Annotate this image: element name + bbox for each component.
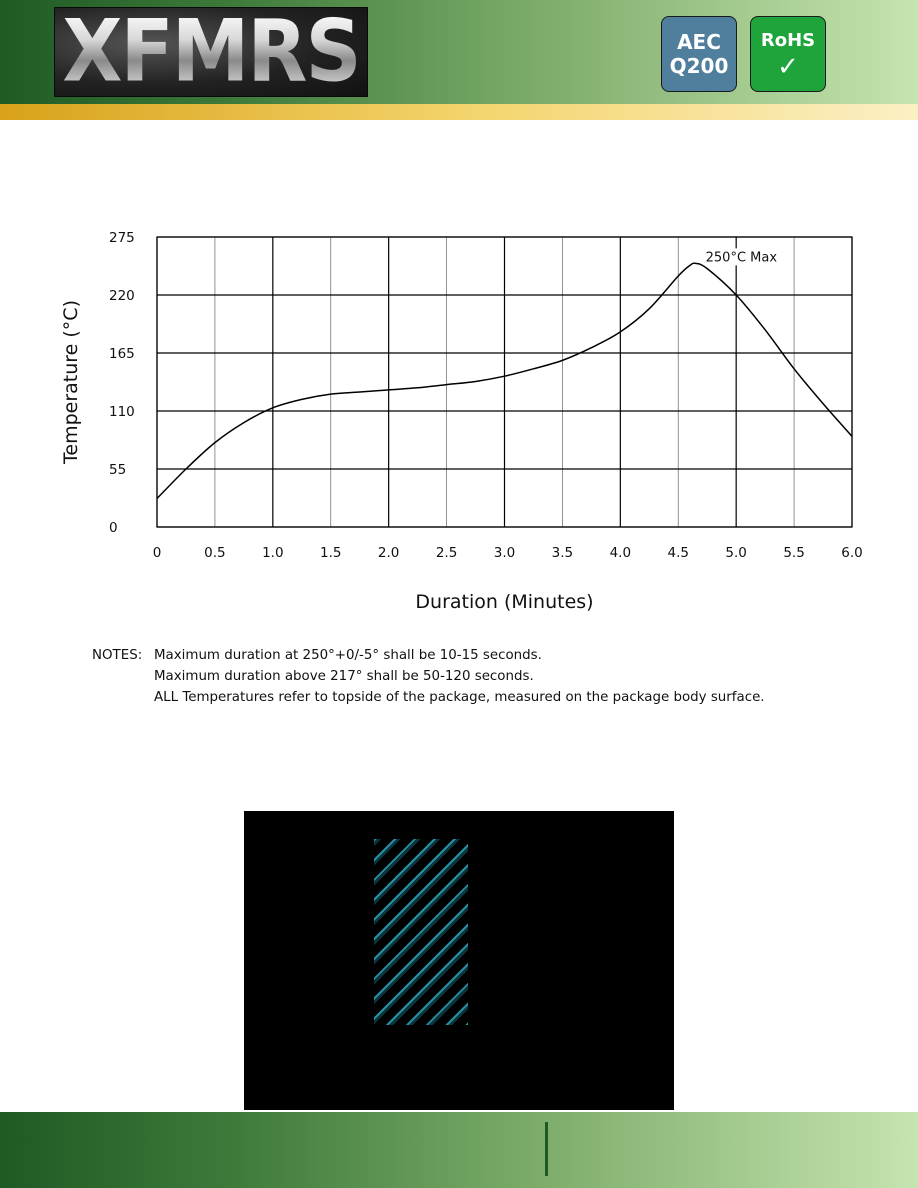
header-rule: [0, 104, 918, 120]
chart-svg: [55, 222, 885, 622]
x-tick-label: 6.0: [841, 545, 863, 561]
aec-badge-line1: AEC: [677, 30, 721, 54]
y-tick-label: 55: [109, 462, 127, 478]
pad-layout-image: [244, 811, 674, 1110]
notes-label: NOTES:: [92, 648, 143, 663]
logo-text: XFMRS: [62, 2, 360, 102]
check-icon: ✓: [777, 52, 799, 82]
x-tick-label: 3.0: [493, 545, 516, 561]
rohs-badge-line1: RoHS: [760, 30, 816, 51]
x-tick-label: 5.0: [725, 545, 747, 561]
x-tick-label: 1.5: [320, 545, 342, 561]
footer-divider: [545, 1122, 548, 1176]
peak-annotation: 250°C Max: [705, 250, 778, 266]
notes-line-2: Maximum duration above 217° shall be 50-120 seconds.: [154, 669, 534, 684]
notes-row-2: [92, 666, 872, 687]
aec-badge-line2: Q200: [669, 54, 729, 78]
rohs-badge: [750, 16, 826, 92]
x-tick-label: 5.5: [783, 545, 805, 561]
y-tick-label: 0: [109, 520, 118, 536]
x-tick-label: 2.5: [435, 545, 458, 561]
y-tick-label: 110: [109, 404, 135, 420]
aec-q200-badge: [661, 16, 737, 92]
x-tick-label: 3.5: [551, 545, 574, 561]
y-tick-label: 165: [109, 346, 135, 362]
x-tick-label: 4.5: [667, 545, 689, 561]
reflow-profile-chart: [55, 222, 885, 622]
notes-line-3: ALL Temperatures refer to topside of the package, measured on the package body surface.: [154, 690, 765, 705]
notes-row-3: [92, 687, 872, 708]
x-tick-label: 0: [152, 545, 162, 561]
header-banner: [0, 0, 918, 104]
hatched-pad: [374, 839, 468, 1025]
x-tick-label: 1.0: [262, 545, 284, 561]
xfmrs-logo: [54, 2, 368, 102]
x-tick-label: 4.0: [609, 545, 632, 561]
x-axis-label: Duration (Minutes): [415, 591, 594, 613]
y-tick-label: 220: [109, 288, 135, 304]
notes-block: [92, 645, 872, 708]
x-tick-label: 0.5: [204, 545, 226, 561]
y-tick-label: 275: [109, 230, 135, 246]
notes-row-1: [92, 645, 872, 666]
notes-line-1: Maximum duration at 250°+0/-5° shall be 10-15 seconds.: [154, 648, 542, 663]
footer-banner: [0, 1112, 918, 1188]
x-tick-label: 2.0: [377, 545, 400, 561]
y-axis-label: Temperature (°C): [60, 300, 82, 464]
